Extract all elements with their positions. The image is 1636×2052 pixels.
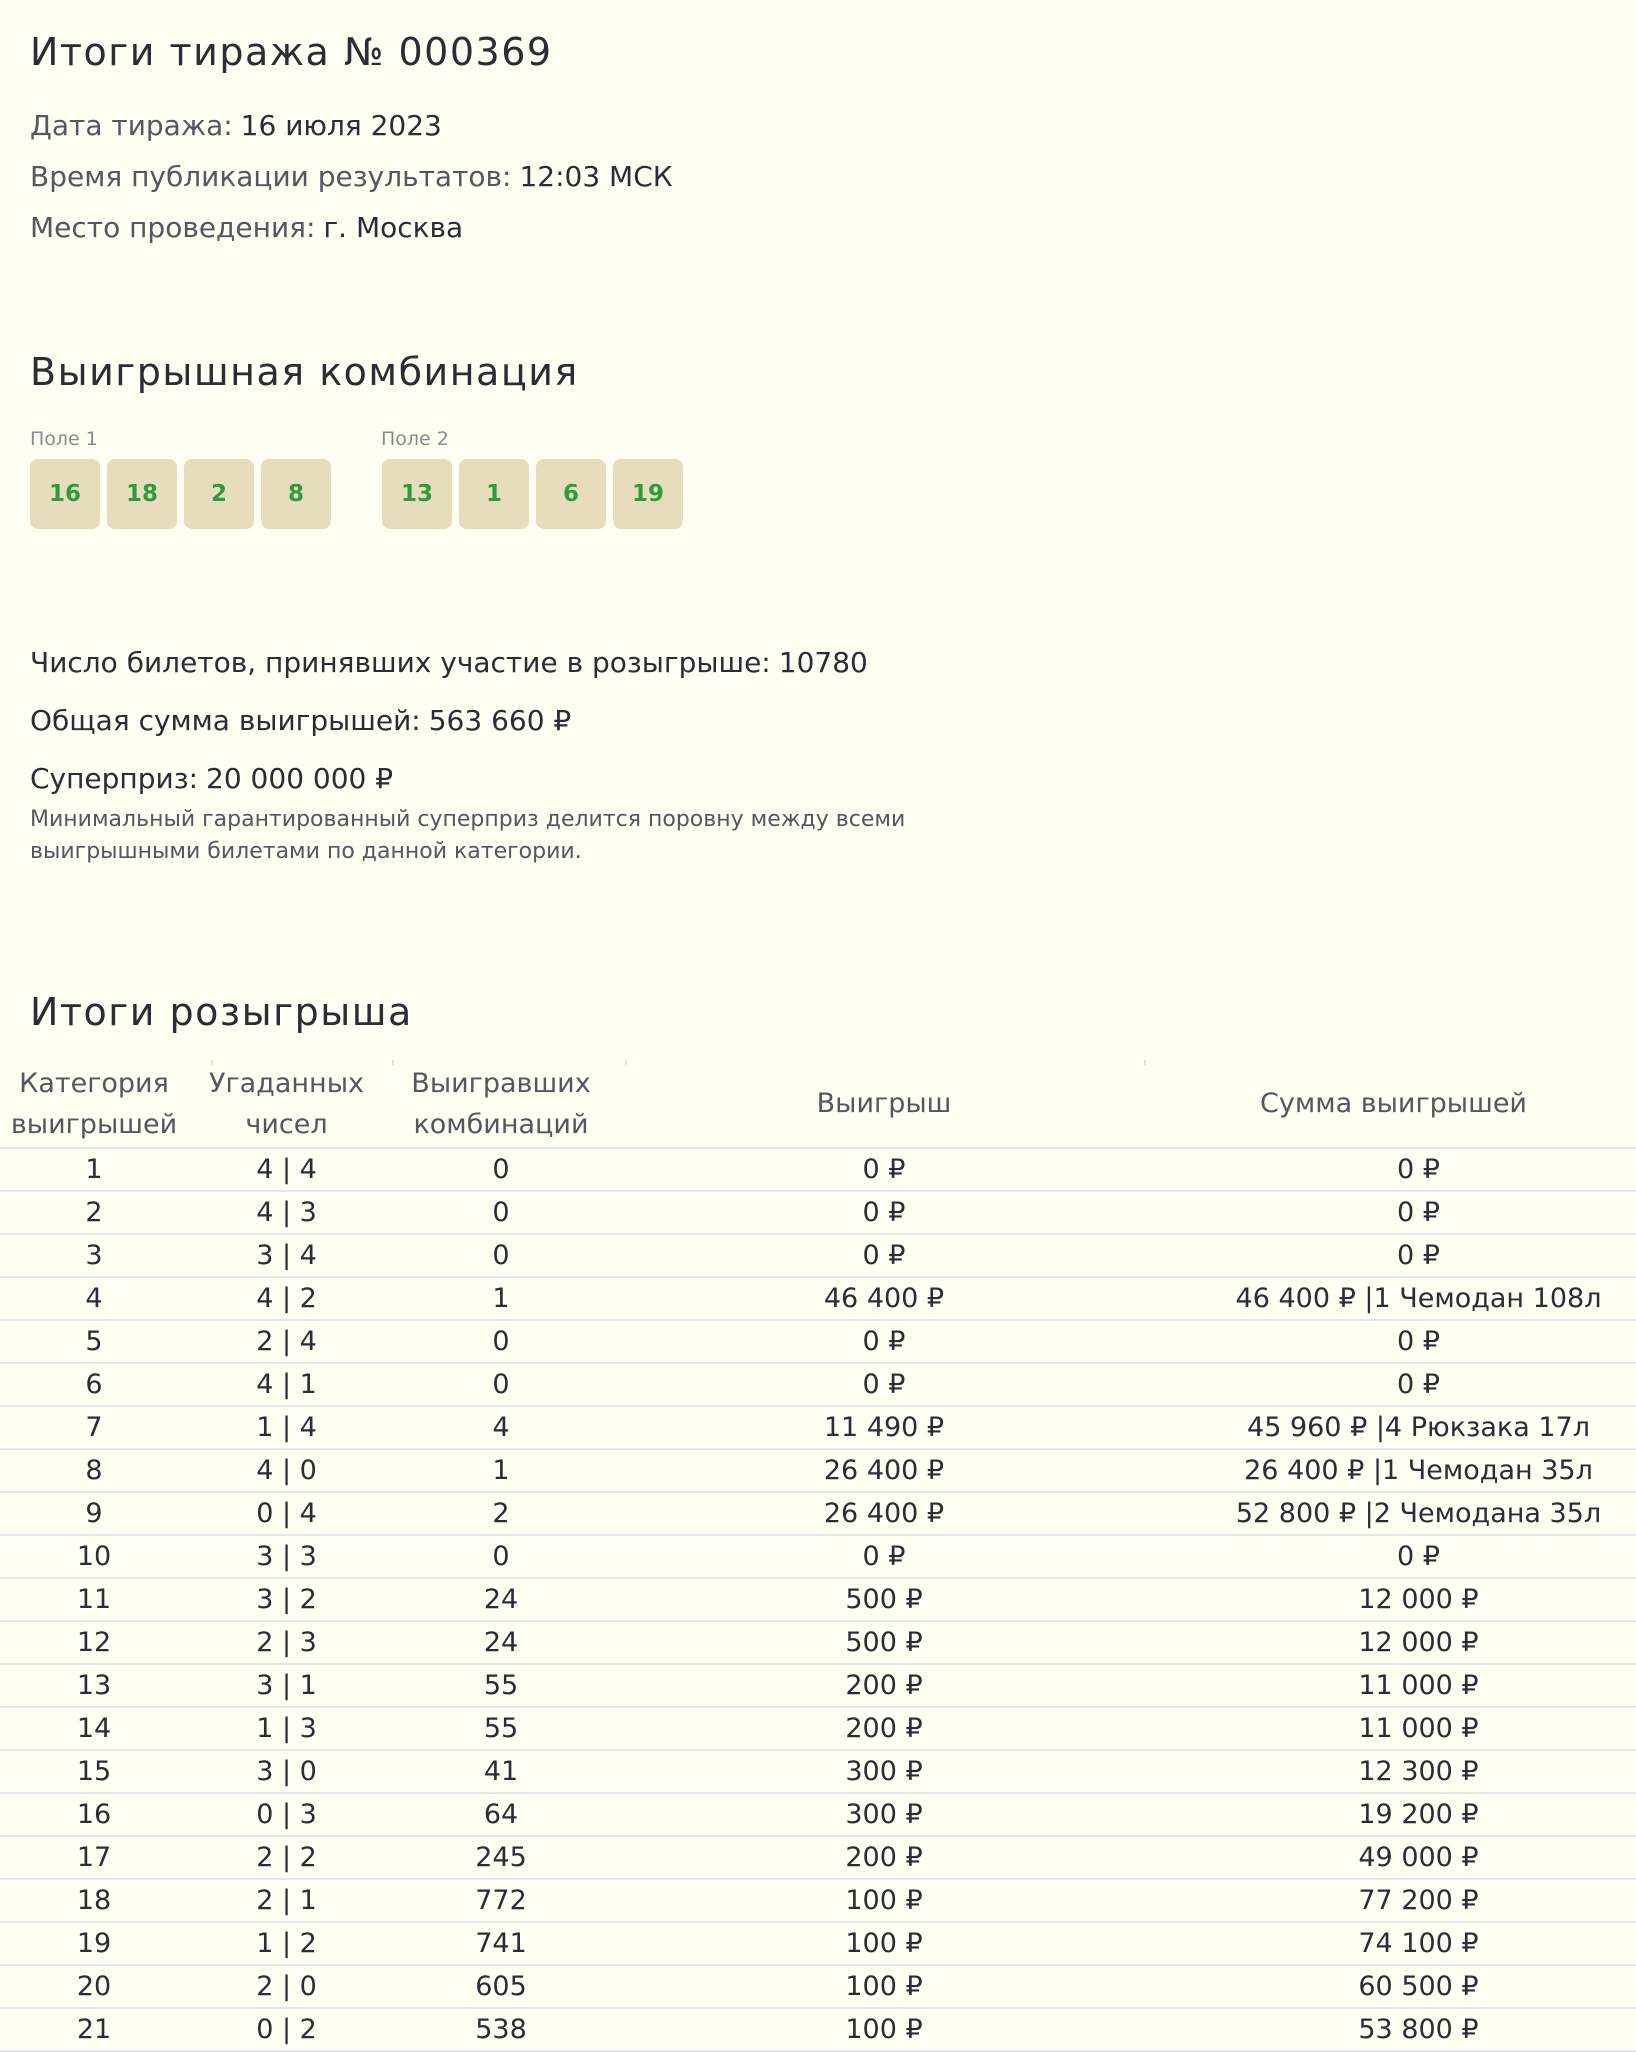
cell-matched: 4 | 2 [188, 1277, 385, 1320]
cell-total: 77 200 ₽ [1151, 1879, 1636, 1922]
table-row [0, 1535, 1636, 1578]
table-row [0, 2008, 1636, 2051]
table-row [0, 1707, 1636, 1750]
cell-total: 12 000 ₽ [1151, 1621, 1636, 1664]
cell-total: 0 ₽ [1151, 1535, 1636, 1578]
table-row [0, 1406, 1636, 1449]
draw-header [30, 30, 553, 74]
table-row [0, 1664, 1636, 1707]
cell-winners: 0 [385, 1234, 617, 1277]
cell-prize: 100 ₽ [617, 1965, 1151, 2008]
cell-category: 9 [0, 1492, 188, 1535]
cell-category: 5 [0, 1320, 188, 1363]
cell-category: 13 [0, 1664, 188, 1707]
cell-winners: 64 [385, 1793, 617, 1836]
col-winners-header: Выигравших комбинаций [385, 1060, 617, 1148]
tickets-label: Число билетов, принявших участие в розыгрыше: [30, 646, 771, 679]
cell-prize: 100 ₽ [617, 1879, 1151, 1922]
cell-category: 17 [0, 1836, 188, 1879]
cell-total: 0 ₽ [1151, 1191, 1636, 1234]
cell-prize: 300 ₽ [617, 1750, 1151, 1793]
combination-title: Выигрышная комбинация [30, 350, 579, 394]
col-total-header: Сумма выигрышей [1151, 1060, 1636, 1148]
table-row [0, 1492, 1636, 1535]
table-row [0, 1449, 1636, 1492]
cell-winners: 24 [385, 1578, 617, 1621]
cell-total: 0 ₽ [1151, 1234, 1636, 1277]
header-separators [0, 1060, 1636, 1066]
cell-category: 18 [0, 1879, 188, 1922]
field2-ball: 19 [613, 459, 683, 529]
results-table-body [0, 1148, 1636, 2051]
cell-prize: 0 ₽ [617, 1320, 1151, 1363]
cell-prize: 0 ₽ [617, 1148, 1151, 1191]
cell-winners: 605 [385, 1965, 617, 2008]
cell-total: 0 ₽ [1151, 1320, 1636, 1363]
superprize-note: Минимальный гарантированный суперприз делится поровну между всеми выигрышными билетами по данной категории. [30, 807, 906, 864]
field2-ball: 13 [382, 459, 452, 529]
cell-winners: 55 [385, 1707, 617, 1750]
cell-winners: 538 [385, 2008, 617, 2051]
cell-category: 2 [0, 1191, 188, 1234]
results-title: Итоги розыгрыша [30, 990, 413, 1034]
cell-total: 52 800 ₽ |2 Чемодана 35л [1151, 1492, 1636, 1535]
draw-stats [30, 634, 868, 808]
place-line [30, 202, 673, 253]
cell-prize: 26 400 ₽ [617, 1492, 1151, 1535]
table-row [0, 1965, 1636, 2008]
cell-category: 12 [0, 1621, 188, 1664]
total-value: 563 660 ₽ [428, 704, 572, 737]
cell-winners: 0 [385, 1535, 617, 1578]
cell-prize: 26 400 ₽ [617, 1449, 1151, 1492]
cell-total: 74 100 ₽ [1151, 1922, 1636, 1965]
cell-prize: 300 ₽ [617, 1793, 1151, 1836]
cell-category: 16 [0, 1793, 188, 1836]
cell-matched: 1 | 4 [188, 1406, 385, 1449]
cell-matched: 2 | 1 [188, 1879, 385, 1922]
cell-category: 19 [0, 1922, 188, 1965]
cell-total: 12 300 ₽ [1151, 1750, 1636, 1793]
draw-info [30, 100, 673, 253]
cell-winners: 0 [385, 1191, 617, 1234]
cell-category: 6 [0, 1363, 188, 1406]
cell-winners: 55 [385, 1664, 617, 1707]
total-label: Общая сумма выигрышей: [30, 704, 421, 737]
field1-label: Поле 1 [30, 428, 98, 450]
field2-ball: 6 [536, 459, 606, 529]
cell-prize: 100 ₽ [617, 2008, 1151, 2051]
table-row [0, 1191, 1636, 1234]
col-category-header: Категория выигрышей [0, 1060, 188, 1148]
cell-matched: 0 | 2 [188, 2008, 385, 2051]
cell-winners: 1 [385, 1449, 617, 1492]
total-line [30, 692, 868, 750]
publish-time-value: 12:03 МСК [519, 160, 673, 193]
cell-category: 3 [0, 1234, 188, 1277]
cell-category: 10 [0, 1535, 188, 1578]
cell-winners: 0 [385, 1148, 617, 1191]
cell-category: 15 [0, 1750, 188, 1793]
results-table-wrap [0, 1060, 1636, 2052]
cell-matched: 4 | 1 [188, 1363, 385, 1406]
cell-total: 60 500 ₽ [1151, 1965, 1636, 2008]
cell-prize: 11 490 ₽ [617, 1406, 1151, 1449]
table-row [0, 1578, 1636, 1621]
cell-total: 49 000 ₽ [1151, 1836, 1636, 1879]
superprize-label: Суперприз: [30, 762, 199, 795]
cell-total: 0 ₽ [1151, 1148, 1636, 1191]
cell-matched: 3 | 0 [188, 1750, 385, 1793]
cell-winners: 741 [385, 1922, 617, 1965]
table-row [0, 1922, 1636, 1965]
cell-matched: 2 | 3 [188, 1621, 385, 1664]
table-row [0, 1148, 1636, 1191]
cell-winners: 245 [385, 1836, 617, 1879]
draw-date-line [30, 100, 673, 151]
cell-matched: 4 | 3 [188, 1191, 385, 1234]
cell-matched: 0 | 3 [188, 1793, 385, 1836]
cell-winners: 24 [385, 1621, 617, 1664]
cell-total: 11 000 ₽ [1151, 1707, 1636, 1750]
table-header-row [0, 1060, 1636, 1148]
field1-ball: 18 [107, 459, 177, 529]
cell-prize: 0 ₽ [617, 1363, 1151, 1406]
results-table [0, 1060, 1636, 2052]
cell-winners: 41 [385, 1750, 617, 1793]
tickets-line [30, 634, 868, 692]
publish-time-line [30, 151, 673, 202]
col-prize-header: Выигрыш [617, 1060, 1151, 1148]
field1-ball: 8 [261, 459, 331, 529]
table-row [0, 1621, 1636, 1664]
cell-winners: 772 [385, 1879, 617, 1922]
cell-matched: 3 | 3 [188, 1535, 385, 1578]
field2-ball: 1 [459, 459, 529, 529]
cell-total: 12 000 ₽ [1151, 1578, 1636, 1621]
cell-category: 14 [0, 1707, 188, 1750]
cell-prize: 0 ₽ [617, 1191, 1151, 1234]
cell-matched: 3 | 2 [188, 1578, 385, 1621]
table-row [0, 1836, 1636, 1879]
cell-winners: 4 [385, 1406, 617, 1449]
cell-prize: 500 ₽ [617, 1621, 1151, 1664]
cell-prize: 46 400 ₽ [617, 1277, 1151, 1320]
cell-matched: 3 | 1 [188, 1664, 385, 1707]
cell-prize: 500 ₽ [617, 1578, 1151, 1621]
cell-category: 7 [0, 1406, 188, 1449]
cell-prize: 0 ₽ [617, 1234, 1151, 1277]
cell-total: 0 ₽ [1151, 1363, 1636, 1406]
cell-total: 53 800 ₽ [1151, 2008, 1636, 2051]
cell-winners: 0 [385, 1363, 617, 1406]
table-row [0, 1879, 1636, 1922]
cell-prize: 200 ₽ [617, 1836, 1151, 1879]
cell-matched: 4 | 4 [188, 1148, 385, 1191]
cell-category: 8 [0, 1449, 188, 1492]
cell-matched: 2 | 2 [188, 1836, 385, 1879]
cell-winners: 0 [385, 1320, 617, 1363]
cell-total: 45 960 ₽ |4 Рюкзака 17л [1151, 1406, 1636, 1449]
cell-total: 11 000 ₽ [1151, 1664, 1636, 1707]
field1-ball: 16 [30, 459, 100, 529]
superprize-line [30, 750, 868, 808]
table-row [0, 1320, 1636, 1363]
cell-category: 1 [0, 1148, 188, 1191]
cell-matched: 1 | 2 [188, 1922, 385, 1965]
superprize-value: 20 000 000 ₽ [206, 762, 394, 795]
field2-label: Поле 2 [381, 428, 449, 450]
cell-prize: 200 ₽ [617, 1707, 1151, 1750]
cell-matched: 2 | 0 [188, 1965, 385, 2008]
place-label: Место проведения: [30, 211, 316, 244]
cell-prize: 100 ₽ [617, 1922, 1151, 1965]
results-section [30, 990, 413, 1034]
cell-winners: 1 [385, 1277, 617, 1320]
cell-matched: 4 | 0 [188, 1449, 385, 1492]
cell-prize: 0 ₽ [617, 1535, 1151, 1578]
place-value: г. Москва [323, 211, 464, 244]
cell-matched: 0 | 4 [188, 1492, 385, 1535]
cell-total: 26 400 ₽ |1 Чемодан 35л [1151, 1449, 1636, 1492]
tickets-value: 10780 [778, 646, 868, 679]
publish-time-label: Время публикации результатов: [30, 160, 512, 193]
cell-matched: 3 | 4 [188, 1234, 385, 1277]
table-row [0, 1793, 1636, 1836]
cell-category: 21 [0, 2008, 188, 2051]
col-matched-header: Угаданных чисел [188, 1060, 385, 1148]
table-row [0, 1234, 1636, 1277]
page-title: Итоги тиража № 000369 [30, 30, 553, 74]
draw-date-label: Дата тиража: [30, 109, 233, 142]
cell-prize: 200 ₽ [617, 1664, 1151, 1707]
cell-winners: 2 [385, 1492, 617, 1535]
cell-total: 19 200 ₽ [1151, 1793, 1636, 1836]
combination-section [30, 350, 579, 394]
cell-category: 11 [0, 1578, 188, 1621]
cell-matched: 2 | 4 [188, 1320, 385, 1363]
draw-date-value: 16 июля 2023 [240, 109, 442, 142]
cell-category: 4 [0, 1277, 188, 1320]
table-row [0, 1277, 1636, 1320]
cell-total: 46 400 ₽ |1 Чемодан 108л [1151, 1277, 1636, 1320]
cell-matched: 1 | 3 [188, 1707, 385, 1750]
table-row [0, 1750, 1636, 1793]
cell-category: 20 [0, 1965, 188, 2008]
field1-ball: 2 [184, 459, 254, 529]
table-row [0, 1363, 1636, 1406]
